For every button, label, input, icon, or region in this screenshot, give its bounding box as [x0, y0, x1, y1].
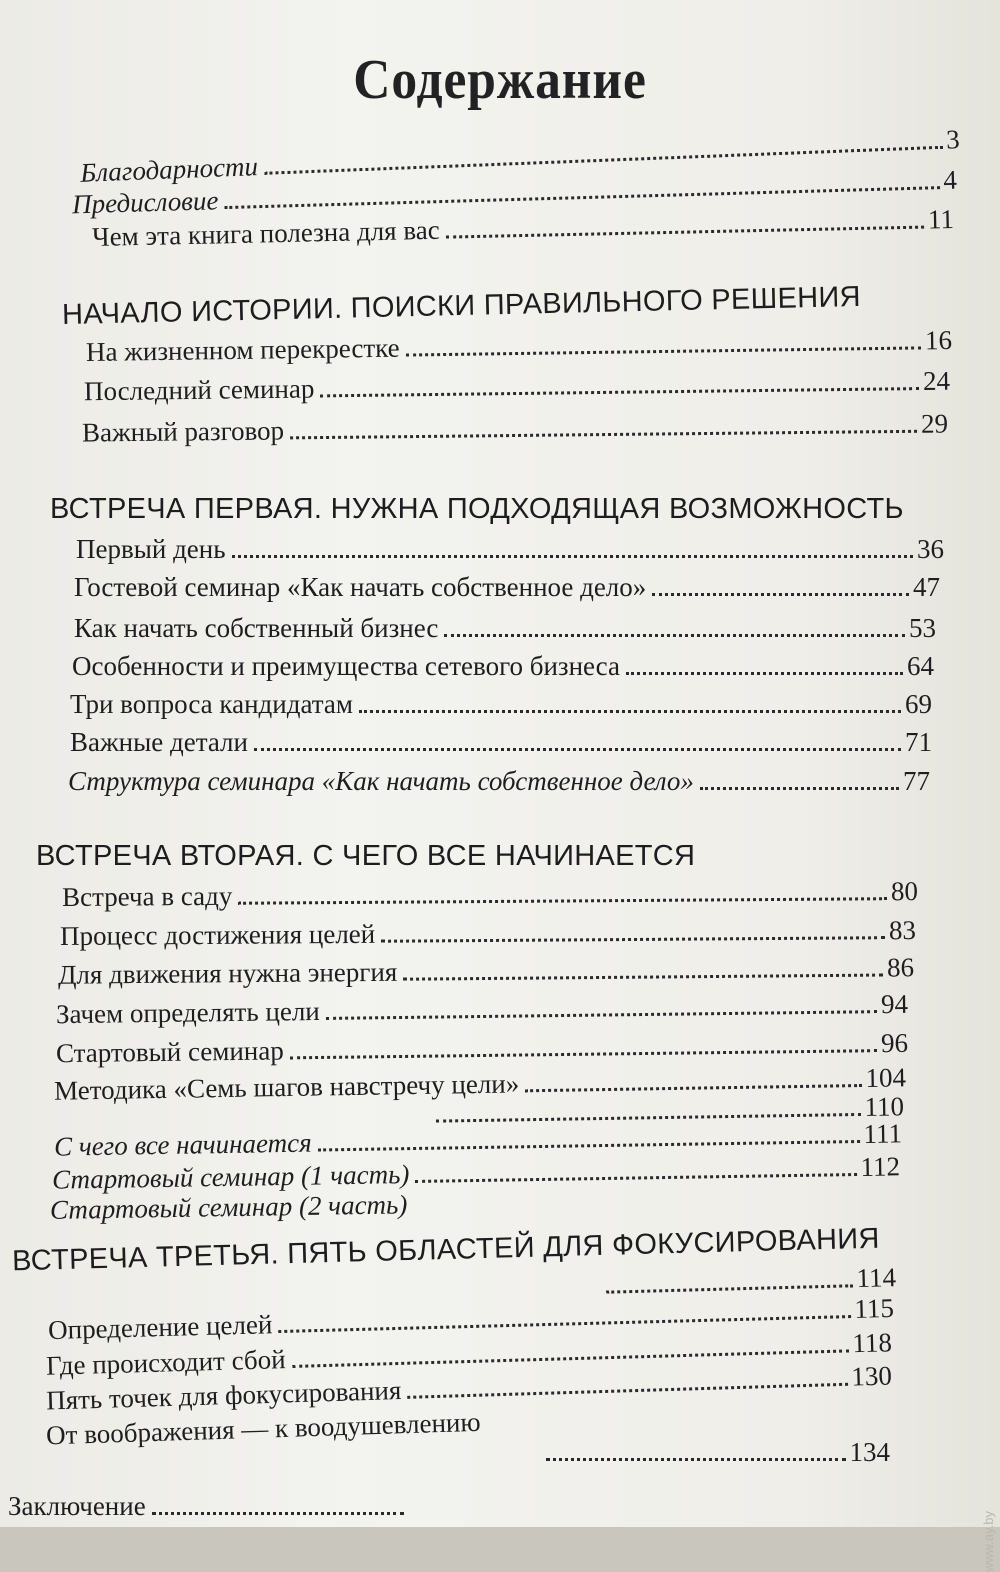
toc-entry-page: 112 — [856, 1150, 900, 1183]
toc-entry-label: Определение целей — [48, 1308, 279, 1346]
dot-leader — [152, 1512, 404, 1515]
toc-entry — [58, 951, 914, 990]
dot-leader — [626, 672, 903, 675]
toc-entry — [70, 688, 932, 720]
section-heading: ВСТРЕЧА ВТОРАЯ. С ЧЕГО ВСЕ НАЧИНАЕТСЯ — [36, 840, 695, 873]
dot-leader — [359, 710, 901, 713]
toc-entry-label: Последний семинар — [84, 372, 321, 407]
dot-leader — [254, 748, 901, 751]
toc-entry-label: Первый день — [76, 533, 232, 565]
toc-entry-label: Методика «Семь шагов навстречу цели» — [54, 1067, 526, 1106]
toc-entry-page: 83 — [885, 914, 916, 946]
dot-leader — [652, 593, 909, 596]
toc-entry-page: 11 — [924, 203, 955, 236]
toc-entry-label: Структура семинара «Как начать собственное дело» — [68, 765, 700, 797]
toc-entry-page: 130 — [847, 1359, 892, 1392]
toc-entry-page: 104 — [861, 1061, 906, 1094]
toc-entry-label: Три вопроса кандидатам — [70, 688, 359, 720]
toc-entry — [70, 726, 932, 758]
toc-entry-page: 64 — [903, 650, 934, 682]
toc-entry-label: Важный разговор — [82, 414, 290, 448]
toc-entry — [62, 875, 918, 913]
toc-entry-label: Встреча в саду — [62, 880, 239, 913]
toc-entry-label: Как начать собственный бизнес — [74, 612, 444, 644]
toc-entry — [82, 407, 948, 448]
toc-entry-label: С чего все начинается — [54, 1127, 318, 1163]
toc-entry-page: 24 — [919, 365, 950, 397]
dot-leader — [238, 897, 887, 905]
toc-entry-page: 77 — [899, 765, 930, 797]
toc-entry-page: 36 — [913, 533, 944, 565]
toc-entry-page: 111 — [859, 1117, 902, 1150]
section-heading: НАЧАЛО ИСТОРИИ. ПОИСКИ ПРАВИЛЬНОГО РЕШЕНИЯ — [62, 281, 861, 332]
toc-entry-page: 69 — [901, 688, 932, 720]
toc-entry-label: Стартовый семинар — [56, 1034, 290, 1069]
toc-entry — [74, 612, 936, 644]
toc-entry-label: Где происходит сбой — [46, 1343, 292, 1382]
toc-entry-label: Для движения нужна энергия — [58, 956, 404, 991]
dot-leader — [406, 346, 921, 356]
toc-entry-page: 134 — [846, 1436, 891, 1468]
toc-entry — [60, 914, 916, 952]
toc-entry — [74, 571, 940, 603]
toc-entry-page: 110 — [860, 1090, 904, 1123]
dot-leader — [403, 974, 883, 981]
toc-entry-page: 53 — [905, 612, 936, 644]
watermark: www.ay.by — [981, 1511, 996, 1572]
toc-entry-page: 96 — [877, 1027, 908, 1059]
dot-leader — [446, 226, 924, 239]
toc-entry-label: Стартовый семинар (2 часть) — [50, 1188, 414, 1226]
dot-leader — [232, 555, 913, 558]
dot-leader — [320, 387, 919, 397]
toc-entry — [84, 365, 950, 408]
toc-entry — [56, 988, 908, 1030]
dot-leader — [444, 634, 905, 637]
toc-entry-label: Заключение — [8, 1490, 152, 1522]
toc-entry — [72, 650, 934, 682]
dot-leader — [700, 787, 899, 790]
toc-entry-page: 80 — [887, 875, 918, 907]
toc-entry-page: 29 — [917, 407, 948, 439]
toc-entry-page: 3 — [942, 123, 961, 156]
toc-entry-label: Чем эта книга полезна для вас — [92, 214, 446, 253]
toc-entry-page: 94 — [877, 988, 908, 1020]
toc-entry-label: Гостевой семинар «Как начать собственное дело» — [74, 571, 652, 603]
toc-entry-label: Процесс достижения целей — [60, 918, 381, 952]
toc-entry — [50, 1186, 550, 1226]
toc-entry — [76, 533, 944, 565]
dot-leader — [381, 936, 885, 943]
dot-leader — [407, 1383, 847, 1399]
toc-entry — [540, 1436, 890, 1468]
toc-entry-label: Важные детали — [70, 726, 254, 758]
section-heading: ВСТРЕЧА ПЕРВАЯ. НУЖНА ПОДХОДЯЩАЯ ВОЗМОЖНОСТЬ — [50, 493, 904, 526]
dot-leader — [415, 1173, 856, 1183]
dot-leader — [606, 1284, 852, 1293]
toc-entry-label: От воображения — к воодушевлению — [46, 1406, 487, 1452]
toc-entry-page: 16 — [921, 324, 952, 356]
page-title: Содержание — [40, 48, 960, 112]
dot-leader — [290, 1049, 877, 1059]
toc-entry-label: Стартовый семинар (1 часть) — [52, 1158, 416, 1196]
dot-leader — [326, 1010, 877, 1020]
toc-entry-label: Зачем определять цели — [56, 995, 326, 1030]
toc-entry-label: Предисловие — [72, 184, 225, 220]
toc-entry-page: 118 — [848, 1326, 892, 1359]
toc-entry-page: 114 — [852, 1261, 896, 1294]
toc-entry-label: На жизненном перекрестке — [86, 332, 406, 368]
toc-entry-page: 47 — [909, 571, 940, 603]
dot-leader — [290, 430, 917, 440]
toc-entry-page: 71 — [901, 726, 932, 758]
toc-entry-label: Особенности и преимущества сетевого бизнеса — [72, 650, 626, 682]
toc-entry-label: Пять точек для фокусирования — [46, 1374, 408, 1417]
dot-leader — [318, 1140, 860, 1152]
section-heading: ВСТРЕЧА ТРЕТЬЯ. ПЯТЬ ОБЛАСТЕЙ ДЛЯ ФОКУСИРОВАНИЯ — [12, 1223, 880, 1279]
toc-entry-page: 115 — [850, 1292, 894, 1325]
toc-entry-page: 4 — [939, 164, 957, 196]
toc-entry — [68, 765, 930, 797]
toc-entry-conclusion — [8, 1490, 408, 1522]
dot-leader — [546, 1458, 846, 1461]
toc-entry-label: Благодарности — [80, 150, 265, 189]
toc-entry — [86, 324, 952, 368]
toc-entry-page: 86 — [883, 951, 914, 983]
